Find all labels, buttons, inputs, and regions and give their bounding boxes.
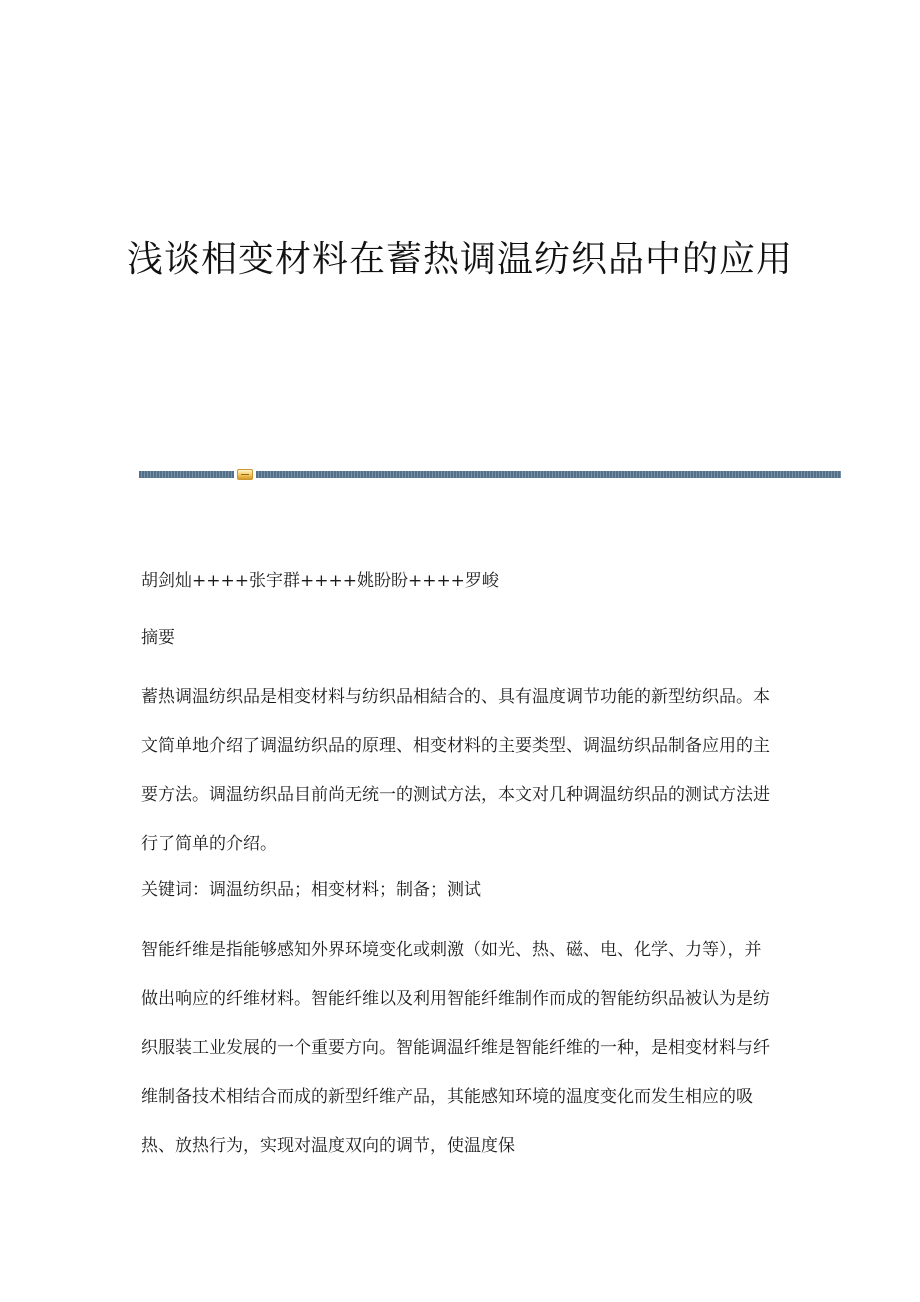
title-divider — [139, 471, 841, 480]
abstract-text: 蓄热调温纺织品是相变材料与纺织品相結合的、具有温度调节功能的新型纺织品。本文简单地介绍了调温纺织品的原理、相变材料的主要类型、调温纺织品制备应用的主要方法。调温纺织品目前尚无统一的测试方法，本文对几种调温纺织品的测试方法进行了简单的介绍。 — [141, 687, 770, 854]
abstract-heading: 摘要 — [141, 628, 175, 648]
divider-ornament-icon — [237, 469, 253, 480]
document-title: 浅谈相变材料在蓄热调温纺织品中的应用 — [126, 239, 793, 280]
divider-bar-right — [256, 471, 841, 478]
keywords-line: 关键词：调温纺织品；相变材料；制备；测试 — [141, 880, 481, 900]
divider-bar-left — [139, 471, 234, 478]
body-paragraph: 智能纤维是指能够感知外界环境变化或刺激（如光、热、磁、电、化学、力等），并做出响应的纤维材料。智能纤维以及利用智能纤维制作而成的智能纺织品被认为是纺织服装工业发展的一个重要方向。智能调温纤维是智能纤维的一种，是相变材料与纤维制备技术相结合而成的新型纤维产品，其能感知环境的温度变化而发生相应的吸热、放热行为，实现对温度双向的调节，使温度保 — [141, 940, 770, 1156]
author-line: 胡剑灿++++张宇群++++姚盼盼++++罗峻 — [141, 571, 499, 591]
